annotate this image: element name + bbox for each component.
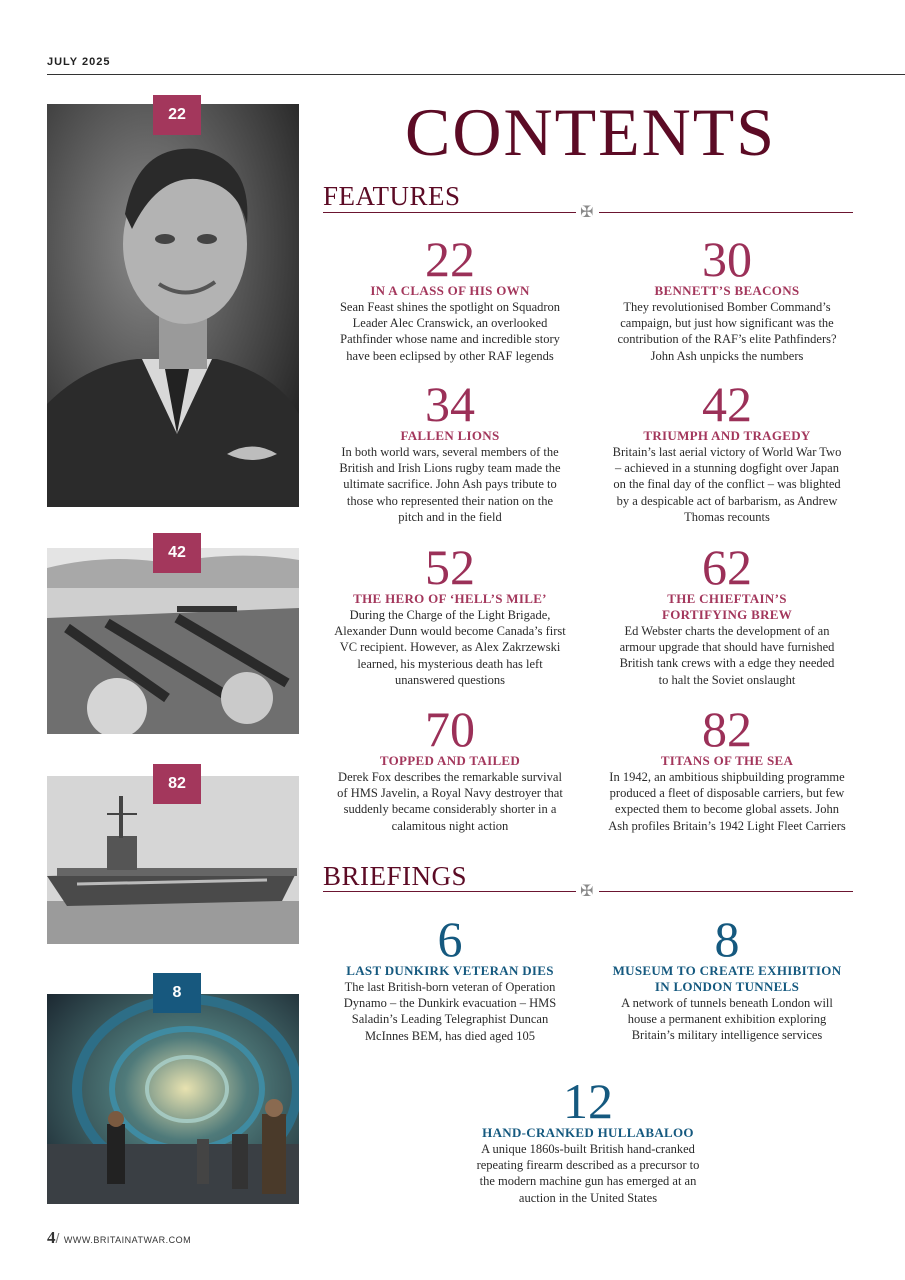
feature-description: Derek Fox describes the remarkable survival of HMS Javelin, a Royal Navy destroyer that suddenly became considerably shorter in a calamitous night action (337, 770, 563, 833)
feature-description: Sean Feast shines the spotlight on Squadron Leader Alec Cranswick, an overlooked Pathfinder whose name and incredible story have been eclipsed by other RAF legends (339, 300, 561, 363)
briefing-entry[interactable] (461, 1073, 715, 1206)
cross-ornament-icon: ✠ (580, 202, 594, 221)
feature-entry[interactable] (323, 539, 577, 688)
briefing-description: A network of tunnels beneath London will house a permanent exhibition exploring Britain’s military intelligence services (621, 996, 833, 1043)
section-rule (599, 212, 853, 213)
footer-page-number: 4 (47, 1228, 56, 1247)
feature-description: During the Charge of the Light Brigade, Alexander Dunn would become Canada’s first VC recipient. However, as Alex Zakrzewski learned, his mysterious death has left unanswered questions (334, 608, 566, 687)
feature-description: Ed Webster charts the development of an armour upgrade that should have furnished British tank crews with a edge they needed to halt the Soviet onslaught (619, 624, 835, 687)
page-number: 6 (437, 911, 463, 967)
feature-headline: TOPPED AND TAILED (379, 753, 521, 768)
feature-headline: TITANS OF THE SEA (660, 753, 794, 768)
feature-headline: TRIUMPH AND TRAGEDY (643, 428, 811, 443)
briefing-description: A unique 1860s-built British hand-cranked repeating firearm described as a precursor to the modern machine gun has emerged at an auction in the United States (476, 1142, 700, 1205)
page-badge: 82 (153, 764, 201, 804)
carrier-deck-photo (47, 548, 299, 734)
briefing-headline: HAND-CRANKED HULLABALOO (482, 1125, 694, 1140)
feature-headline: THE CHIEFTAIN’S (667, 591, 787, 606)
tunnel-exhibition-photo (47, 994, 299, 1204)
page-number: 42 (702, 376, 752, 432)
header-rule (47, 74, 905, 75)
footer-separator: / (55, 1230, 60, 1246)
page-number: 30 (702, 231, 752, 287)
feature-description: In both world wars, several members of the British and Irish Lions rugby team made the ultimate sacrifice. John Ash pays tribute to those who represented their nation on the pitch and in the field (339, 445, 561, 524)
page-badge: 42 (153, 533, 201, 573)
feature-entry[interactable] (323, 376, 577, 525)
page-number: 52 (425, 539, 475, 595)
page-number: 70 (425, 701, 475, 757)
section-rule (599, 891, 853, 892)
section-rule (323, 212, 576, 213)
feature-entry[interactable] (600, 376, 854, 525)
feature-entry[interactable] (323, 701, 577, 834)
feature-entry[interactable] (600, 701, 854, 834)
briefing-entry[interactable] (600, 911, 854, 1044)
feature-headline: FALLEN LIONS (400, 428, 500, 443)
briefing-headline: MUSEUM TO CREATE EXHIBITION (612, 963, 842, 978)
page-badge: 22 (153, 95, 201, 135)
page-number: 12 (563, 1073, 613, 1129)
page-number: 22 (425, 231, 475, 287)
page-number: 62 (702, 539, 752, 595)
briefing-entry[interactable] (323, 911, 577, 1044)
feature-headline: BENNETT’S BEACONS (654, 283, 800, 298)
page-footer (47, 1228, 191, 1248)
feature-description: They revolutionised Bomber Command’s campaign, but just how significant was the contribution of the RAF’s elite Pathfinders? John Ash unpicks the numbers (617, 300, 837, 363)
page-title: CONTENTS (405, 94, 777, 170)
feature-headline: THE HERO OF ‘HELL’S MILE’ (353, 591, 547, 606)
feature-description: Britain’s last aerial victory of World War Two – achieved in a stunning dogfight over Japan on the final day of the conflict – was blighted by a despicable act of barbarism, as Andrew Thomas recounts (612, 445, 842, 524)
feature-entry[interactable] (600, 539, 854, 688)
page-number: 8 (714, 911, 740, 967)
portrait-photo (47, 104, 299, 507)
cross-ornament-icon: ✠ (580, 881, 594, 900)
footer-url[interactable]: WWW.BRITAINATWAR.COM (63, 1235, 192, 1245)
briefing-headline-line2: IN LONDON TUNNELS (654, 979, 800, 994)
features-heading: FEATURES (323, 181, 461, 211)
page-number: 34 (425, 376, 475, 432)
issue-date: JULY 2025 (47, 56, 111, 68)
page-badge: 8 (153, 973, 201, 1013)
feature-entry[interactable] (600, 231, 854, 364)
briefing-headline: LAST DUNKIRK VETERAN DIES (346, 963, 554, 978)
feature-headline: IN A CLASS OF HIS OWN (370, 283, 530, 298)
feature-entry[interactable] (323, 231, 577, 364)
briefings-heading: BRIEFINGS (323, 861, 468, 891)
feature-headline-line2: FORTIFYING BREW (661, 607, 793, 622)
feature-description: In 1942, an ambitious shipbuilding programme produced a fleet of disposable carriers, but few expected them to become global assets. John Ash profiles Britain’s 1942 Light Fleet Carriers (608, 770, 846, 833)
page-number: 82 (702, 701, 752, 757)
briefing-description: The last British-born veteran of Operation Dynamo – the Dunkirk evacuation – HMS Saladin’s Leading Telegraphist Duncan McInnes BEM, has died aged 105 (343, 980, 557, 1043)
section-rule (323, 891, 576, 892)
